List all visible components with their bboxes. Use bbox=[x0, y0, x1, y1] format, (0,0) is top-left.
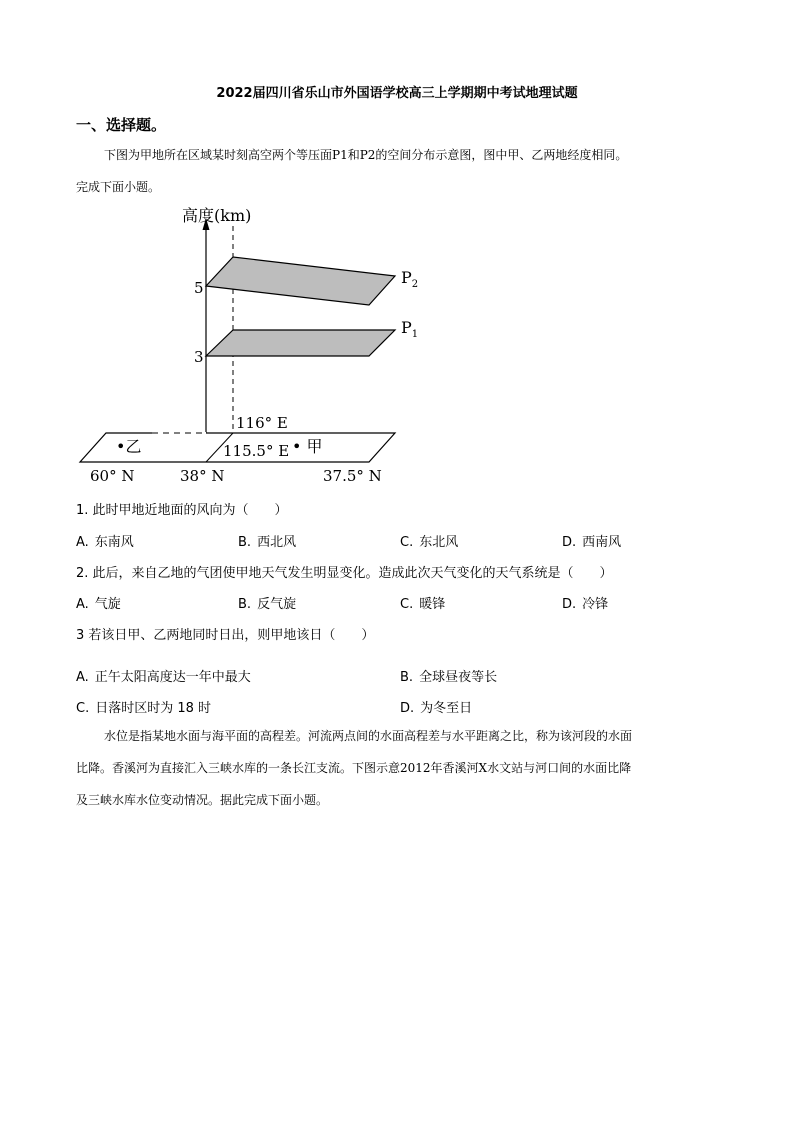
question-3-option-c[interactable] bbox=[76, 697, 211, 716]
option-key: D. bbox=[400, 701, 415, 716]
tick-label-3: 3 bbox=[194, 348, 204, 366]
option-key: D. bbox=[562, 535, 577, 550]
intro-paragraph-1 bbox=[76, 139, 728, 203]
option-key: C. bbox=[400, 535, 414, 550]
option-key: D. bbox=[562, 597, 577, 612]
question-3-stem: 3 若该日甲、乙两地同时日出，则甲地该日（ ） bbox=[76, 628, 375, 643]
option-key: B. bbox=[400, 670, 414, 685]
option-text: 西南风 bbox=[582, 535, 622, 550]
option-key: A. bbox=[76, 670, 89, 685]
option-text: 暖锋 bbox=[419, 597, 446, 612]
jia-point-label: • 甲 bbox=[292, 437, 323, 456]
p2-label bbox=[401, 268, 418, 290]
question-1-option-a[interactable] bbox=[76, 531, 134, 550]
option-text: 西北风 bbox=[257, 535, 297, 550]
question-3-option-a[interactable] bbox=[76, 666, 251, 685]
intro-2-line-3: 及三峡水库水位变动情况。据此完成下面小题。 bbox=[76, 793, 329, 807]
isobaric-surface-figure bbox=[70, 200, 420, 490]
question-3-option-d[interactable] bbox=[400, 697, 472, 716]
question-1-stem: 1. 此时甲地近地面的风向为（ ） bbox=[76, 503, 288, 518]
intro-1-line-1: 下图为甲地所在区域某时刻高空两个等压面P1和P2的空间分布示意图，图中甲、乙两地经度相同。 bbox=[104, 148, 628, 162]
question-2-stem: 2. 此后，来自乙地的气团使甲地天气发生明显变化。造成此次天气变化的天气系统是（ ） bbox=[76, 566, 613, 581]
question-2-option-d[interactable] bbox=[562, 593, 608, 612]
option-text: 反气旋 bbox=[257, 597, 297, 612]
p1-label bbox=[401, 318, 418, 340]
longitude-1155-label: 115.5° E bbox=[223, 442, 290, 460]
tick-label-5: 5 bbox=[194, 279, 204, 297]
height-axis-label: 高度(km) bbox=[182, 206, 252, 225]
question-1-option-b[interactable] bbox=[238, 531, 296, 550]
p1-surface bbox=[206, 330, 395, 356]
yi-point-label: •乙 bbox=[116, 437, 142, 456]
intro-1-line-2: 完成下面小题。 bbox=[76, 180, 161, 194]
option-key: A. bbox=[76, 597, 89, 612]
option-key: C. bbox=[76, 701, 90, 716]
intro-paragraph-2 bbox=[76, 720, 728, 816]
option-text: 为冬至日 bbox=[420, 701, 473, 716]
option-key: B. bbox=[238, 535, 252, 550]
option-text: 冷锋 bbox=[582, 597, 609, 612]
option-text: 气旋 bbox=[94, 597, 121, 612]
intro-2-line-1: 水位是指某地水面与海平面的高程差。河流两点间的水面高程差与水平距离之比，称为该河段的水面 bbox=[104, 729, 633, 743]
option-text: 东南风 bbox=[94, 535, 134, 550]
p1-subscript: 1 bbox=[411, 329, 419, 340]
option-key: A. bbox=[76, 535, 89, 550]
option-text: 全球昼夜等长 bbox=[419, 670, 498, 685]
latitude-375-label: 37.5° N bbox=[323, 467, 382, 485]
question-2-option-c[interactable] bbox=[400, 593, 445, 612]
section-heading: 一、选择题。 bbox=[76, 116, 167, 134]
question-1-option-c[interactable] bbox=[400, 531, 458, 550]
latitude-38-label: 38° N bbox=[180, 467, 225, 485]
option-text: 日落时区时为 18 时 bbox=[95, 701, 212, 716]
question-1-option-d[interactable] bbox=[562, 531, 621, 550]
option-text: 正午太阳高度达一年中最大 bbox=[94, 670, 251, 685]
page-title: 2022届四川省乐山市外国语学校高三上学期期中考试地理试题 bbox=[216, 86, 578, 101]
option-text: 东北风 bbox=[419, 535, 459, 550]
question-3-option-b[interactable] bbox=[400, 666, 497, 685]
option-key: C. bbox=[400, 597, 414, 612]
question-2-option-a[interactable] bbox=[76, 593, 121, 612]
intro-2-line-2: 比降。香溪河为直接汇入三峡水库的一条长江支流。下图示意2012年香溪河X水文站与河口间的水面比降 bbox=[76, 761, 632, 775]
question-2-option-b[interactable] bbox=[238, 593, 296, 612]
p1-letter: P bbox=[401, 318, 412, 337]
p2-subscript: 2 bbox=[411, 279, 419, 290]
longitude-116-label: 116° E bbox=[236, 414, 288, 432]
p2-letter: P bbox=[401, 268, 412, 287]
p2-surface bbox=[206, 257, 395, 305]
latitude-60-label: 60° N bbox=[90, 467, 135, 485]
option-key: B. bbox=[238, 597, 252, 612]
